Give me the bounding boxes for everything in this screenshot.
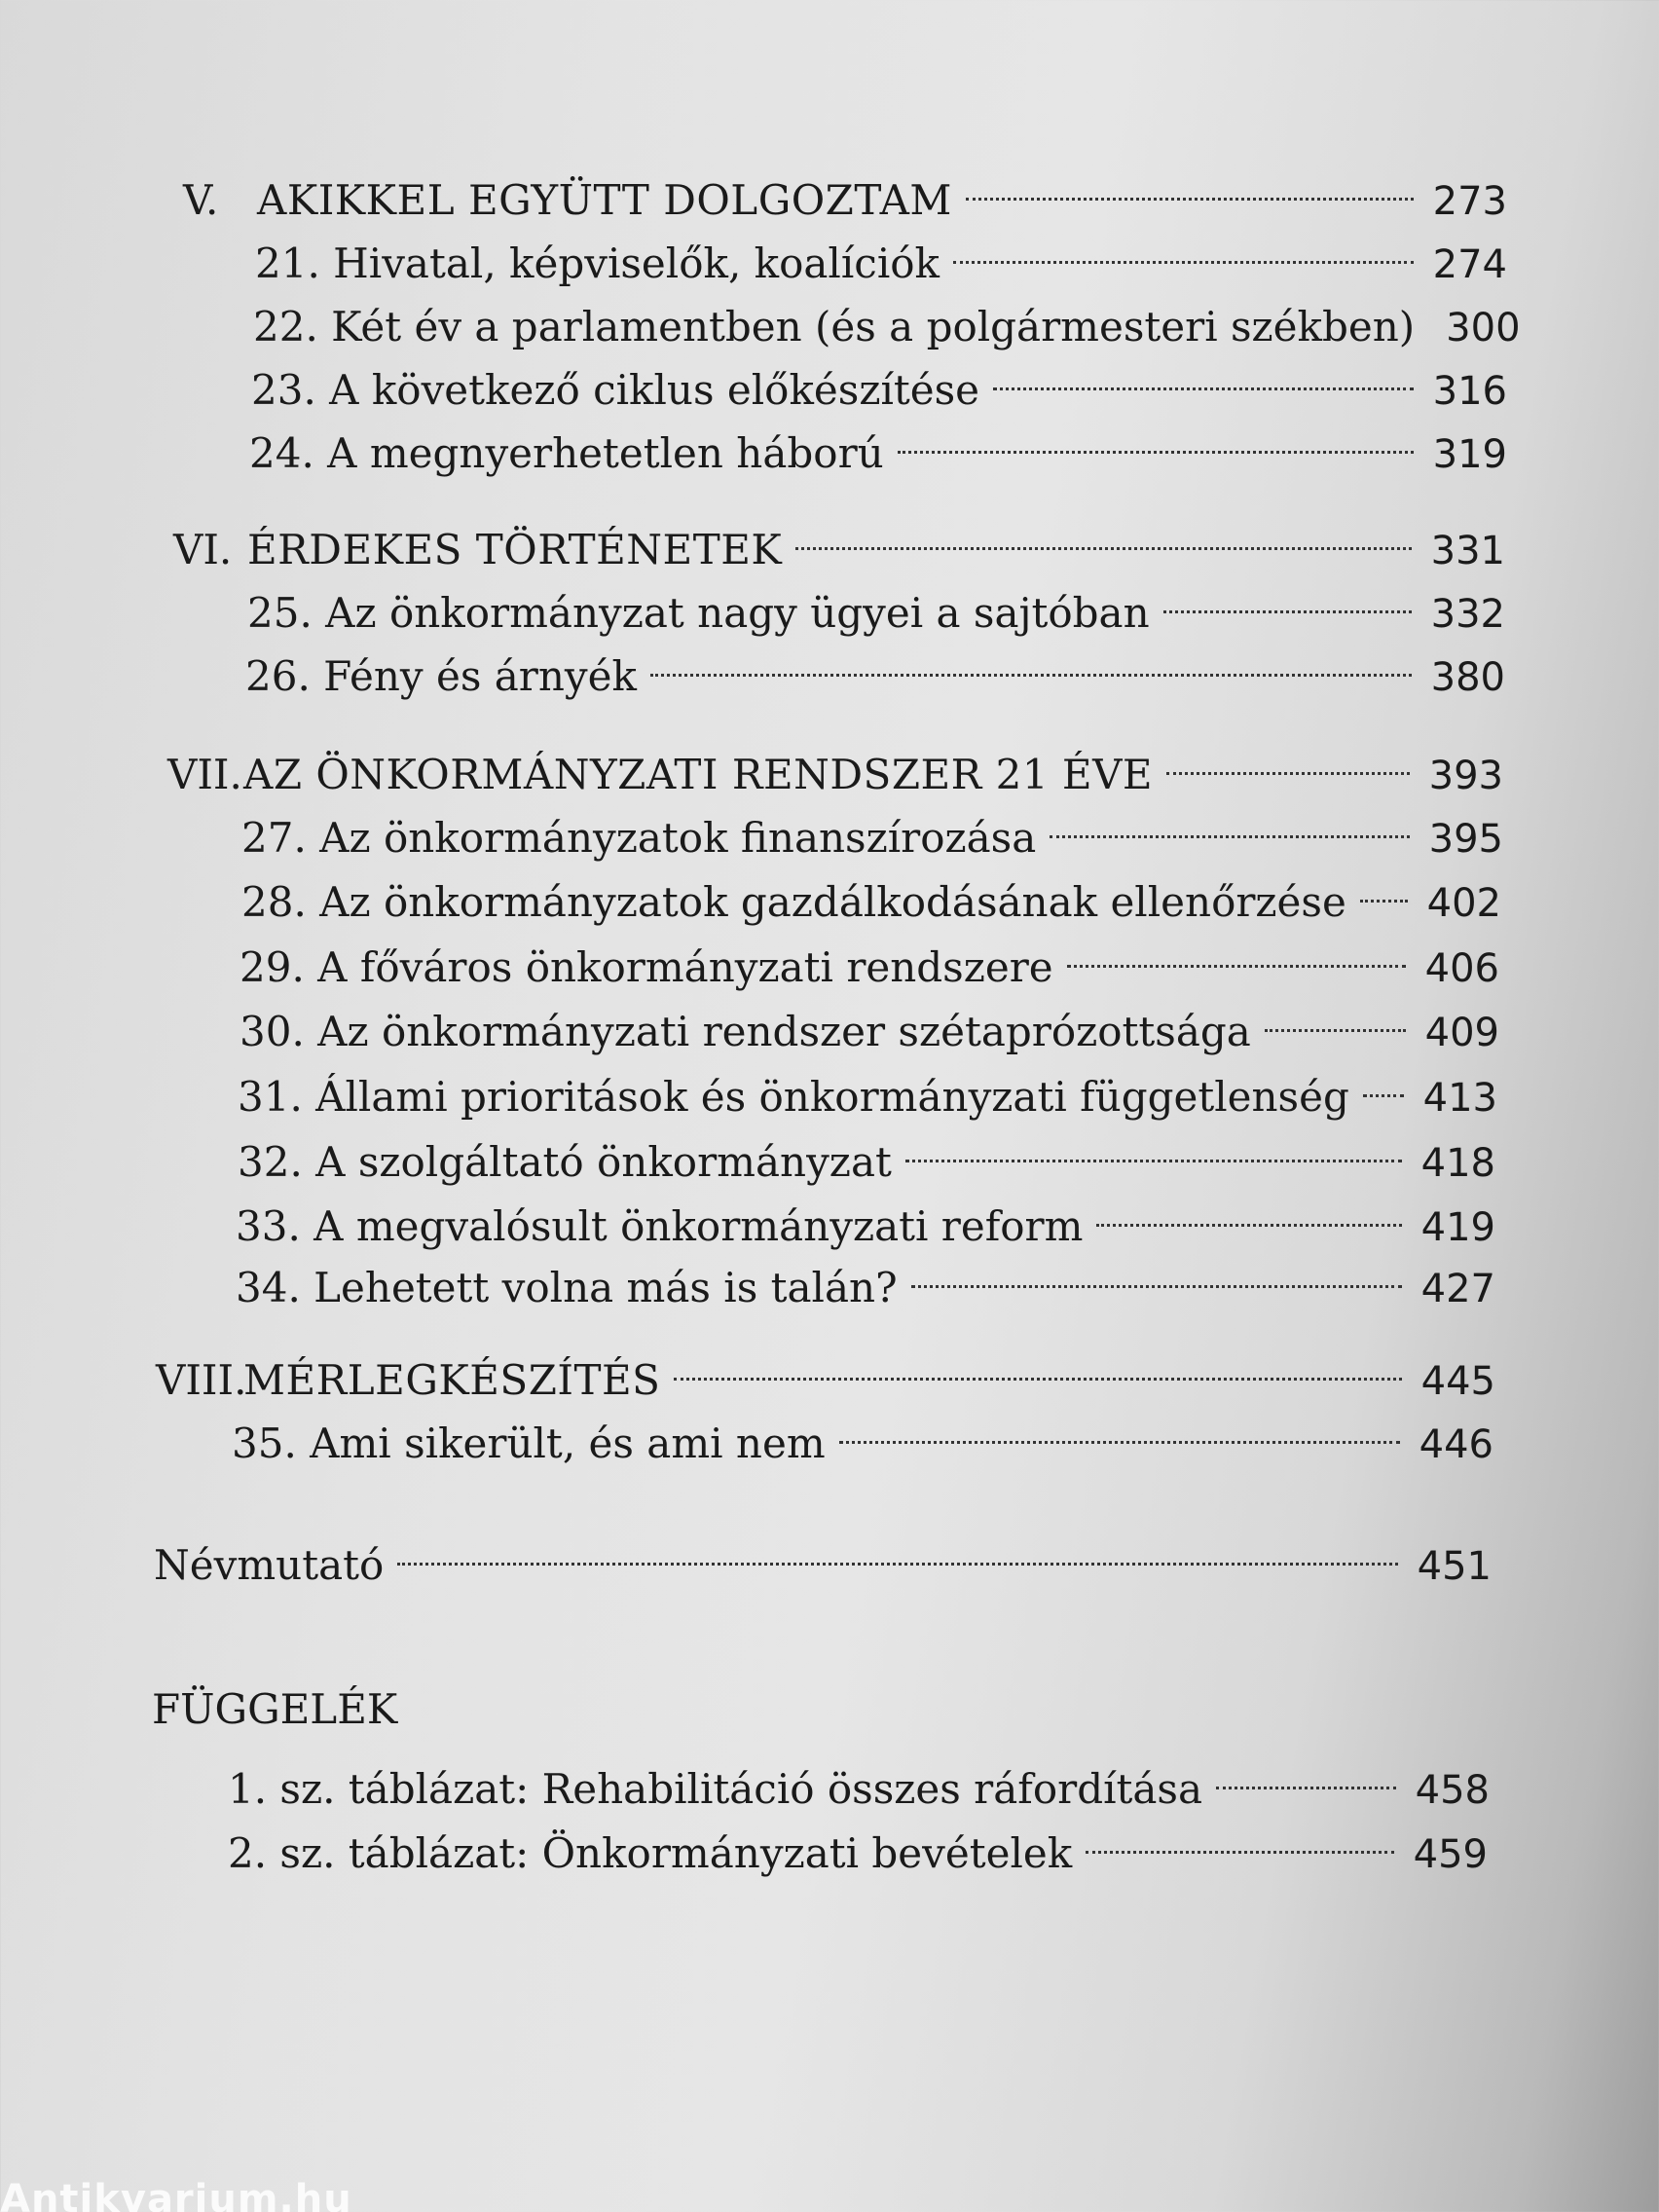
page-number: 332 [1430,592,1505,637]
dot-leader [397,1529,1398,1579]
part-heading [173,513,1505,576]
page-number: 395 [1428,817,1503,862]
dot-leader [1360,866,1408,916]
chapter-entry [236,1251,1495,1314]
chapter-entry [238,1060,1497,1124]
appendix-entry [228,1817,1488,1880]
page-number: 459 [1413,1832,1488,1877]
page-number: 274 [1432,242,1507,287]
chapter-title: 21. Hivatal, képviselők, koalíciók [255,240,940,287]
page-number: 273 [1432,179,1507,224]
chapter-entry [240,931,1499,994]
part-number: VI. [173,526,233,573]
page-number: 446 [1419,1422,1493,1467]
dot-leader [1163,576,1412,627]
chapter-title: 28. Az önkormányzatok gazdálkodásának ellenőrzése [241,878,1346,926]
chapter-entry [247,576,1505,640]
chapter-entry [251,353,1507,417]
part-heading [167,738,1503,801]
part-title: MÉRLEGKÉSZÍTÉS [243,1356,661,1404]
chapter-entry [236,1190,1495,1253]
dot-leader [1216,1752,1396,1803]
chapter-entry [255,227,1507,290]
page-number: 418 [1420,1141,1495,1186]
chapter-entry [238,1125,1495,1189]
dot-leader [650,640,1412,690]
index-title: Névmutató [154,1541,385,1589]
page-number: 451 [1417,1544,1492,1589]
part-title: AKIKKEL EGYÜTT DOLGOZTAM [257,176,952,224]
chapter-entry [232,1407,1493,1470]
dot-leader [1086,1817,1394,1867]
chapter-title: 30. Az önkormányzati rendszer szétaprózottsága [240,1008,1251,1055]
page-number: 427 [1420,1267,1495,1311]
dot-leader [795,513,1412,564]
dot-leader [905,1125,1402,1176]
appendix-entry [228,1752,1490,1816]
chapter-title: 27. Az önkormányzatok finanszírozása [241,814,1037,862]
dot-leader [1166,738,1410,789]
dot-leader [993,353,1414,404]
chapter-title: 23. A következő ciklus előkészítése [251,366,980,414]
chapter-title: 31. Állami prioritások és önkormányzati függetlenség [238,1073,1349,1121]
page-number: 300 [1446,306,1521,350]
dot-leader [1265,995,1406,1046]
chapter-title: 32. A szolgáltató önkormányzat [238,1138,892,1186]
chapter-entry [245,640,1505,703]
page-number: 409 [1424,1011,1499,1055]
dot-leader [953,227,1414,277]
appendix-item-title: 1. sz. táblázat: Rehabilitáció összes ráfordítása [228,1765,1203,1813]
part-title: AZ ÖNKORMÁNYZATI RENDSZER 21 ÉVE [243,751,1154,798]
dot-leader [1363,1060,1404,1111]
part-heading [156,1344,1495,1407]
page-number: 402 [1426,881,1501,926]
watermark-logo: Antikvarium.hu [0,2177,352,2212]
chapter-title: 22. Két év a parlamentben (és a polgármesteri székben) [253,303,1416,350]
chapter-entry [253,290,1521,353]
dot-leader [1096,1190,1402,1240]
chapter-title: 25. Az önkormányzat nagy ügyei a sajtóban [247,589,1150,637]
chapter-title: 35. Ami sikerült, és ami nem [232,1419,826,1467]
part-number: V. [183,176,219,224]
chapter-title: 24. A megnyerhetetlen háború [249,429,884,477]
chapter-title: 33. A megvalósult önkormányzati reform [236,1202,1084,1250]
appendix-heading: FÜGGELÉK [152,1685,398,1733]
index-entry [154,1529,1492,1592]
page-number: 413 [1422,1076,1497,1121]
page-number: 393 [1428,754,1503,798]
chapter-entry [249,417,1507,480]
part-title: ÉRDEKES TÖRTÉNETEK [247,526,783,573]
chapter-title: 34. Lehetett volna más is talán? [236,1264,898,1311]
page-number: 319 [1432,432,1507,477]
page-number: 331 [1430,529,1505,573]
chapter-entry [240,995,1499,1058]
dot-leader [911,1251,1402,1302]
chapter-entry [241,801,1503,865]
page-number: 445 [1420,1359,1495,1404]
page-number: 406 [1424,946,1499,991]
page-number: 419 [1420,1205,1495,1250]
chapter-entry [241,866,1501,929]
appendix-item-title: 2. sz. táblázat: Önkormányzati bevételek [228,1829,1073,1877]
page-number: 458 [1415,1768,1490,1813]
chapter-title: 29. A főváros önkormányzati rendszere [240,943,1053,991]
dot-leader [1067,931,1406,981]
part-number: VII. [167,751,242,798]
dot-leader [898,417,1414,467]
dot-leader [1050,801,1410,852]
part-number: VIII. [156,1356,247,1404]
dot-leader [674,1344,1402,1394]
chapter-title: 26. Fény és árnyék [245,652,637,700]
page-number: 316 [1432,369,1507,414]
part-heading [183,164,1507,227]
dot-leader [839,1407,1400,1457]
dot-leader [966,164,1414,214]
page-number: 380 [1430,655,1505,700]
